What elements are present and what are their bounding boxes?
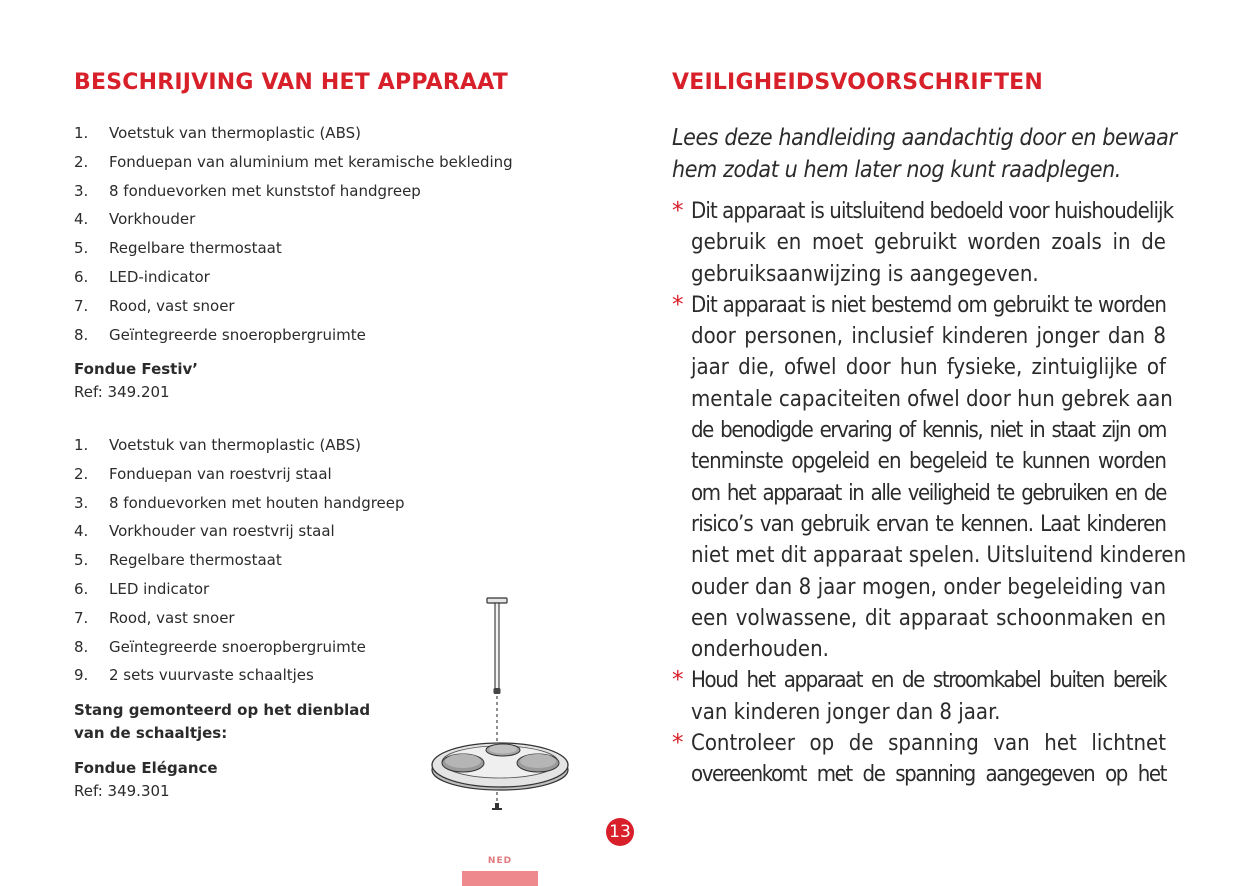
product-ref-elegance: Ref: 349.301 xyxy=(74,782,170,800)
list-item: 2. Fonduepan van aluminium met keramische bekleding xyxy=(74,152,513,171)
list-item: 9. 2 sets vuurvaste schaaltjes xyxy=(74,666,314,685)
list-item: 8. Geïntegreerde snoeropbergruimte xyxy=(74,637,366,656)
list-item: * Dit apparaat is uitsluitend bedoeld voor huishoudelijk gebruik en moet gebruikt worden zoals in de gebruiksaanwijzing is aangegeven. xyxy=(672,198,1174,287)
parts-list-festiv xyxy=(74,119,544,349)
list-item: 4. Vorkhouder van roestvrij staal xyxy=(74,522,335,541)
list-item: 8. Geïntegreerde snoeropbergruimte xyxy=(74,325,366,344)
list-item: 7. Rood, vast snoer xyxy=(74,296,235,315)
list-item: 1. Voetstuk van thermoplastic (ABS) xyxy=(74,436,361,454)
list-item: * Houd het apparaat en de stroomkabel buiten bereik van kinderen jonger dan 8 jaar. xyxy=(672,667,1166,725)
rod-caption: Stang gemonteerd op het dienblad van de schaaltjes: xyxy=(74,701,371,742)
safety-rules xyxy=(672,196,1187,791)
list-item: 7. Rood, vast snoer xyxy=(74,608,235,627)
list-item: 3. 8 fonduevorken met kunststof handgreep xyxy=(74,181,421,200)
intro-text: Lees deze handleiding aandachtig door en bewaar hem zodat u hem later nog kunt raadplegen. xyxy=(672,125,1177,183)
list-item: 6. LED-indicator xyxy=(74,267,210,286)
language-tab xyxy=(462,871,538,886)
list-item: * Controleer op de spanning van het lichtnet overeenkomt met de spanning aangegeven op het xyxy=(672,730,1166,788)
bullet-icon: * xyxy=(672,667,684,694)
list-item: 2. Fonduepan van roestvrij staal xyxy=(74,464,332,483)
tray-icon xyxy=(432,743,568,790)
list-item: 1. Voetstuk van thermoplastic (ABS) xyxy=(74,124,361,142)
left-heading: BESCHRIJVING VAN HET APPARAAT xyxy=(74,70,508,95)
product-ref-festiv: Ref: 349.201 xyxy=(74,383,170,401)
list-item: 3. 8 fonduevorken met houten handgreep xyxy=(74,493,405,512)
list-item: 5. Regelbare thermostaat xyxy=(74,551,282,570)
page-number-badge: 13 xyxy=(606,818,634,846)
rod-tray-illustration xyxy=(425,590,575,815)
list-item: 5. Regelbare thermostaat xyxy=(74,239,282,258)
bullet-icon: * xyxy=(672,198,684,224)
rod-icon xyxy=(487,598,507,694)
right-heading: VEILIGHEIDSVOORSCHRIFTEN xyxy=(672,70,1044,95)
list-item: 6. LED indicator xyxy=(74,579,210,598)
product-title-elegance: Fondue Elégance xyxy=(74,759,218,777)
list-item: * Dit apparaat is niet bestemd om gebruikt te worden door personen, inclusief kinderen jonger dan 8 jaar die, ofwel door hun fysieke, zintuiglijke of mentale capaciteiten ofwel door hun gebrek aan de benodigde ervaring of kennis, niet in staat zijn om tenminste opgeleid en begeleid te kunnen worden om het apparaat in alle veiligheid te gebruiken en de risico’s van gebruik ervan te kennen. Laat kinderen niet met dit apparaat spelen. Uitsluitend kinderen ouder dan 8 jaar mogen, onder begeleiding van een volwassene, dit apparaat schoonmaken en onderhouden. xyxy=(672,291,1187,663)
list-item: 4. Vorkhouder xyxy=(74,210,196,229)
screw-icon xyxy=(492,803,502,810)
bullet-icon: * xyxy=(672,291,684,318)
bullet-icon: * xyxy=(672,730,684,757)
product-title-festiv: Fondue Festiv’ xyxy=(74,360,198,378)
language-label: NED xyxy=(487,856,513,866)
